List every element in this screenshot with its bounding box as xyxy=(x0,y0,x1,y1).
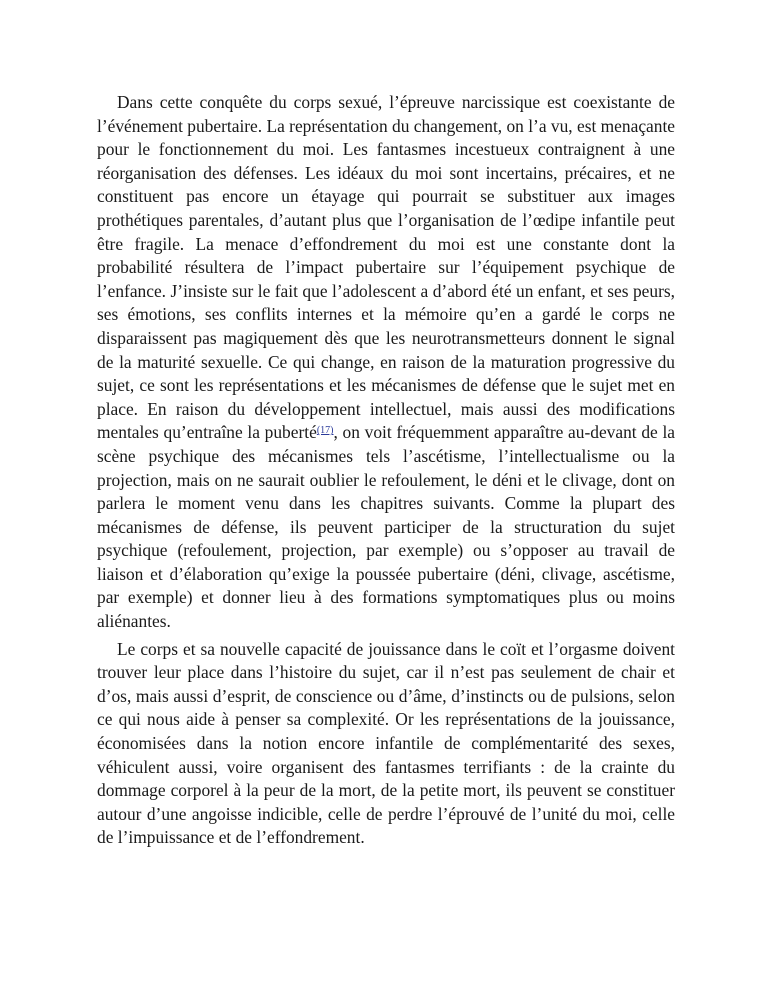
paragraph-1-text-end: , on voit fréquemment apparaître au-devant de la scène psychique des mécanismes tels l’ascétisme, l’intellectualisme ou la projection, mais on ne saurait oublier le refoulement, le déni et le clivage, dont on parlera le moment venu dans les chapitres suivants. Comme la plupart des mécanismes de défense, ils peuvent participer de la structuration du sujet psychique (refoulement, projection, par exemple) ou s’opposer au travail de liaison et d’élaboration qu’exige la poussée pubertaire (déni, clivage, ascétisme, par exemple) et donner lieu à des formations symptomatiques plus ou moins aliénantes. xyxy=(97,422,675,632)
paragraph-1 xyxy=(97,91,675,634)
paragraph-2: Le corps et sa nouvelle capacité de jouissance dans le coït et l’orgasme doivent trouver leur place dans l’histoire du sujet, car il n’est pas seulement de chair et d’os, mais aussi d’esprit, de conscience ou d’âme, d’instincts ou de pulsions, selon ce qui nous aide à penser sa complexité. Or les représentations de la jouissance, économisées dans la notion encore infantile de complémentarité des sexes, véhiculent aussi, voire organisent des fantasmes terrifiants : de la crainte du dommage corporel à la peur de la mort, de la petite mort, ils peuvent se constituer autour d’une angoisse indicible, celle de perdre l’éprouvé de l’unité du moi, celle de l’impuissance et de l’effondrement. xyxy=(97,638,675,848)
paragraph-1-text-start: Dans cette conquête du corps sexué, l’épreuve narcissique est coexistante de l’événement pubertaire. La représentation du changement, on l’a vu, est menaçante pour le fonctionnement du moi. Les fantasmes incestueux contraignent à une réorganisation des défenses. Les idéaux du moi sont incertains, précaires, et ne constituent pas encore un étayage qui pourrait se substituer aux images prothétiques parentales, d’autant plus que l’organisation de l’œdipe infantile peut être fragile. La menace d’effondrement du moi est une constante dont la probabilité résultera de l’impact pubertaire sur l’équipement psychique de l’enfance. J’insiste sur le fait que l’adolescent a d’abord été un enfant, et ses peurs, ses émotions, ses conflits internes et la mémoire qu’en a gardé le corps ne disparaissent pas magiquement dès que les neurotransmetteurs donnent le signal de la maturité sexuelle. Ce qui change, en raison de la maturation progressive du sujet, ce sont les représentations et les mécanismes de défense que le sujet met en place. En raison du développement intellectuel, mais aussi des modifications mentales qu’entraîne la puberté xyxy=(97,92,675,443)
footnote-reference-link[interactable]: (17) xyxy=(316,425,334,437)
document-body xyxy=(97,91,675,854)
